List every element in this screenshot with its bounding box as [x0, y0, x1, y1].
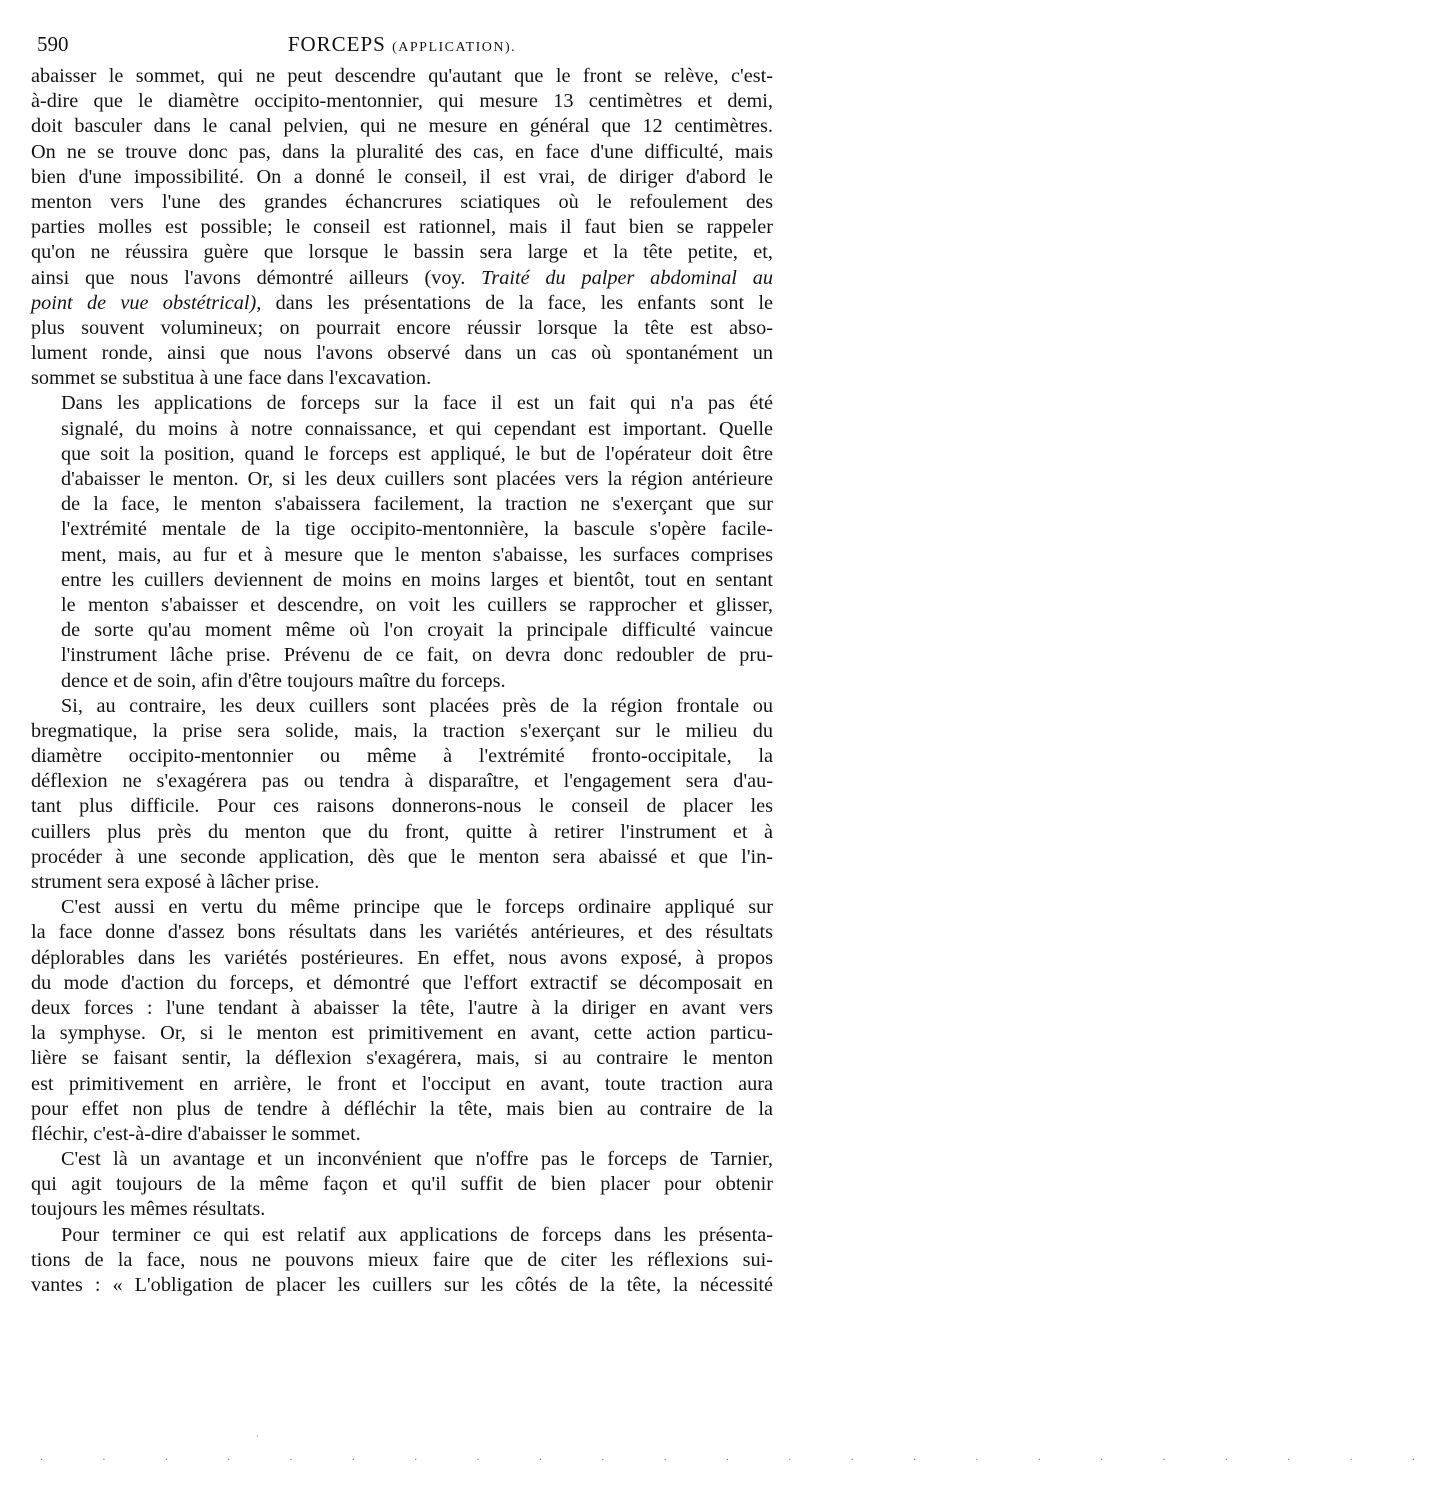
text-line: est primitivement en arrière, le front et l'occiput en avant, toute traction aura [31, 1072, 773, 1095]
text-line: que soit la position, quand le forceps est appliqué, le but de l'opérateur doit être [61, 442, 773, 465]
text-line: lument ronde, ainsi que nous l'avons observé dans un cas où spontanément un [31, 342, 773, 365]
reference-trailing-text: dans les présentations de la face, les enfants sont le [261, 291, 774, 314]
text-line: tant plus difficile. Pour ces raisons donnerons-nous le conseil de placer les [31, 795, 773, 818]
reference-title-italic-continued: point de vue obstétrical), [31, 291, 262, 314]
text-line: qui agit toujours de la même façon et qu'il suffit de bien placer pour obtenir [31, 1173, 773, 1196]
running-title-main: FORCEPS [287, 32, 386, 56]
text-line: tions de la face, nous ne pouvons mieux faire que de citer les réflexions sui- [31, 1248, 773, 1271]
text-line: dence et de soin, afin d'être toujours maître du forceps. [61, 669, 506, 692]
text-line: strument sera exposé à lâcher prise. [31, 871, 320, 893]
text-line: C'est aussi en vertu du même principe que le forceps ordinaire appliqué sur [61, 896, 773, 919]
text-line: abaisser le sommet, qui ne peut descendre qu'autant que le front se relève, c'est- [31, 65, 773, 87]
paragraph-6 [31, 1223, 773, 1299]
paragraph-5 [31, 1147, 773, 1223]
text-line: parties molles est possible; le conseil est rationnel, mais il faut bien se rappeler [31, 216, 773, 239]
text-line: vantes : « L'obligation de placer les cuillers sur les côtés de la tête, la nécessité [31, 1274, 773, 1296]
page-number: 590 [37, 32, 69, 56]
running-title [31, 32, 773, 57]
text-line: Si, au contraire, les deux cuillers sont placées près de la région frontale ou [61, 694, 773, 717]
text-line: cuillers plus près du menton que du front, quitte à retirer l'instrument et à [31, 820, 773, 843]
text-line-reference [31, 266, 773, 291]
text-line: la face donne d'assez bons résultats dans les variétés antérieures, et des résultats [31, 921, 773, 944]
paragraph-3 [31, 694, 773, 896]
text-line: doit basculer dans le canal pelvien, qui ne mesure en général que 12 centimètres. [31, 115, 773, 138]
text-line: ment, mais, au fur et à mesure que le menton s'abaisse, les surfaces comprises [61, 543, 773, 566]
running-title-subtitle: (APPLICATION). [392, 40, 517, 55]
text-line: toujours les mêmes résultats. [31, 1198, 266, 1221]
document-page [31, 28, 773, 1298]
paragraph-4 [31, 895, 773, 1147]
text-line: l'instrument lâche prise. Prévenu de ce fait, on devra donc redoubler de pru- [61, 644, 773, 667]
text-line: qu'on ne réussira guère que lorsque le bassin sera large et la tête petite, et, [31, 241, 773, 264]
text-line: Pour terminer ce qui est relatif aux applications de forceps dans les présenta- [61, 1223, 773, 1246]
text-line: du mode d'action du forceps, et démontré que l'effort extractif se décomposait en [31, 971, 773, 994]
text-line: l'extrémité mentale de la tige occipito-mentonnière, la bascule s'opère facile- [61, 518, 773, 541]
text-line: menton vers l'une des grandes échancrures sciatiques où le refoulement des [31, 190, 773, 213]
text-line: lière se faisant sentir, la déflexion s'exagérera, mais, si au contraire le menton [31, 1047, 773, 1070]
text-line: deux forces : l'une tendant à abaisser la tête, l'autre à la diriger en avant vers [31, 996, 773, 1019]
reference-lead-text: ainsi que nous l'avons démontré ailleurs (voy. [31, 266, 482, 289]
text-line: fléchir, c'est-à-dire d'abaisser le sommet. [31, 1122, 361, 1145]
text-line: Dans les applications de forceps sur la face il est un fait qui n'a pas été [61, 392, 773, 415]
text-line: à-dire que le diamètre occipito-mentonnier, qui mesure 13 centimètres et demi, [31, 90, 773, 113]
text-line: la symphyse. Or, si le menton est primitivement en avant, cette action particu- [31, 1022, 773, 1045]
text-line: plus souvent volumineux; on pourrait encore réussir lorsque la tête est abso- [31, 316, 773, 339]
text-line: le menton s'abaisser et descendre, on voit les cuillers se rapprocher et glisser, [61, 593, 773, 616]
text-line: de sorte qu'au moment même où l'on croyait la principale difficulté vaincue [61, 619, 773, 642]
paragraph-2 [31, 391, 773, 693]
text-line: bien d'une impossibilité. On a donné le conseil, il est vrai, de diriger d'abord le [31, 165, 773, 188]
text-line: bregmatique, la prise sera solide, mais, la traction s'exerçant sur le milieu du [31, 719, 773, 742]
text-line: pour effet non plus de tendre à défléchir la tête, mais bien au contraire de la [31, 1097, 773, 1120]
text-line: sommet se substitua à une face dans l'excavation. [31, 367, 432, 390]
body-text [31, 64, 773, 1298]
text-line: entre les cuillers deviennent de moins en moins larges et bientôt, tout en sentant [61, 568, 773, 591]
text-line: diamètre occipito-mentonnier ou même à l'extrémité fronto-occipitale, la [31, 745, 773, 768]
text-line: déplorables dans les variétés postérieures. En effet, nous avons exposé, à propos [31, 946, 773, 969]
scan-speck: · [256, 1432, 259, 1441]
reference-title-italic: Traité du palper abdominal au [481, 266, 773, 289]
running-head [31, 28, 773, 64]
text-line: déflexion ne s'exagérera pas ou tendra à disparaître, et l'engagement sera d'au- [31, 770, 773, 793]
paragraph-1 [31, 64, 773, 391]
text-line: C'est là un avantage et un inconvénient que n'offre pas le forceps de Tarnier, [61, 1148, 773, 1171]
text-line: procéder à une seconde application, dès que le menton sera abaissé et que l'in- [31, 845, 773, 868]
text-line-reference [31, 291, 773, 316]
text-line: d'abaisser le menton. Or, si les deux cuillers sont placées vers la région antérieure [61, 468, 773, 490]
scan-edge-marks: · · · · · · · · · · · · · · · · · · · · · · · [40, 1455, 1443, 1466]
text-line: de la face, le menton s'abaissera facilement, la traction ne s'exerçant que sur [61, 493, 773, 516]
text-line: On ne se trouve donc pas, dans la pluralité des cas, en face d'une difficulté, mais [31, 140, 773, 163]
text-line: signalé, du moins à notre connaissance, et qui cependant est important. Quelle [61, 417, 773, 440]
